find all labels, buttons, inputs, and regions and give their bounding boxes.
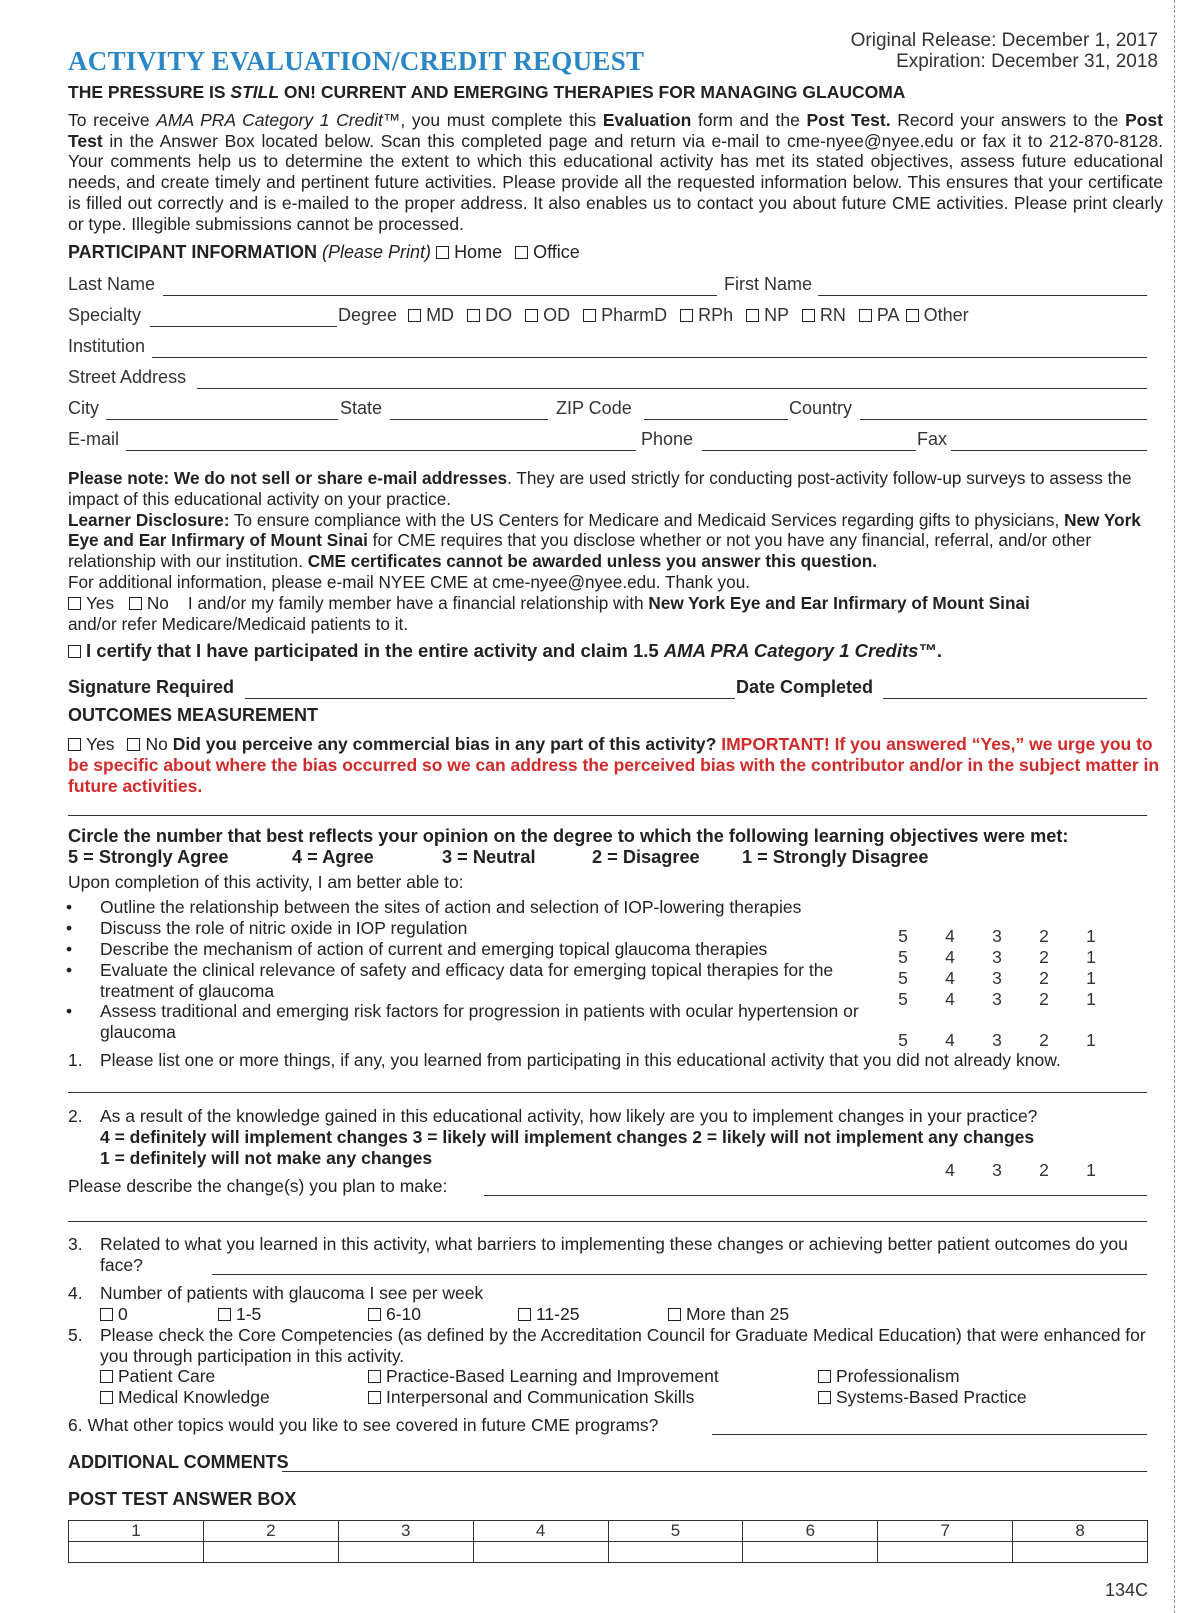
expiration: Expiration: December 31, 2018: [896, 51, 1158, 72]
answer-cell[interactable]: [1013, 1542, 1148, 1563]
original-release: Original Release: December 1, 2017: [850, 30, 1158, 51]
relationship-no-checkbox[interactable]: [129, 597, 142, 610]
answer-col-header: 2: [203, 1521, 338, 1542]
activity-subtitle: THE PRESSURE IS STILL ON! CURRENT AND EMERGING THERAPIES FOR MANAGING GLAUCOMA: [68, 82, 906, 102]
signature-field[interactable]: [245, 698, 735, 699]
participant-heading: PARTICIPANT INFORMATION (Please Print) Home Office: [68, 242, 580, 262]
degree-rn-checkbox[interactable]: [802, 309, 815, 322]
first-name-label: First Name: [724, 274, 813, 294]
answer-box-header-row: [69, 1521, 1148, 1542]
release-info: [851, 30, 1158, 72]
bias-yes-checkbox[interactable]: [68, 738, 81, 751]
degree-row: Degree MD DO OD PharmD RPh NP RN PA Other: [338, 305, 969, 325]
answer-cell[interactable]: [338, 1542, 473, 1563]
objectives-instruction: Circle the number that best reflects your opinion on the degree to which the following learning objectives were met: 5 = Strongly Agree 4 = Agree 3 = Neutral 2 = Disagree 1 = Strongly Disagree: [68, 826, 1069, 867]
specialty-label: Specialty: [68, 305, 142, 325]
institution-field[interactable]: [152, 357, 1147, 358]
outcomes-heading: OUTCOMES MEASUREMENT: [68, 705, 319, 725]
question-4: 4. Number of patients with glaucoma I see per week: [68, 1283, 484, 1303]
additional-comments-label: ADDITIONAL COMMENTS: [68, 1452, 289, 1472]
answer-col-header: 7: [878, 1521, 1013, 1542]
relationship-question: Yes No I and/or my family member have a financial relationship with New York Eye and Ear Infirmary of Mount Sinai and/or refer Medicare/Medicaid patients to it.: [68, 592, 1030, 634]
state-field[interactable]: [390, 419, 548, 420]
question-2: 2. As a result of the knowledge gained in this educational activity, how likely are you to implement changes in your practice? 4 = definitely will implement changes 3 = likely will implement changes 2 = likely will not implement any changes 1 = definitely will not make any changes: [68, 1106, 1038, 1168]
answer-cell[interactable]: [878, 1542, 1013, 1563]
city-field[interactable]: [106, 419, 338, 420]
question-3: 3. Related to what you learned in this activity, what barriers to implementing these changes or achieving better patient outcomes do you face?: [68, 1234, 1128, 1275]
degree-do-checkbox[interactable]: [467, 309, 480, 322]
cut-line: [1174, 0, 1175, 1613]
intro-paragraph: To receive AMA PRA Category 1 Credit™, you must complete this Evaluation form and the Post Test. Record your answers to the Post Test in the Answer Box located below. Scan this completed page and return via e-mail to cme-nyee@nyee.edu or fax it to 212-870-8128. Your comments help us to determine the extent to which this educational activity has met its stated objectives, assess future educational needs, and create timely and pertinent future activities. Please provide all the requested information below. This ensures that your certificate is filled out correctly and is e-mailed to the proper address. It also enables us to contact you about future CME activities. Please print clearly or type. Illegible submissions cannot be processed.: [68, 110, 1163, 234]
date-completed-field[interactable]: [883, 698, 1147, 699]
answer-col-header: 8: [1013, 1521, 1148, 1542]
answer-col-header: 3: [338, 1521, 473, 1542]
patients-1-5-option[interactable]: 1-5: [218, 1304, 261, 1325]
objective-item: • Outline the relationship between the sites of action and selection of IOP-lowering therapies: [66, 897, 802, 917]
competency-systems-based[interactable]: Systems-Based Practice: [818, 1387, 1027, 1408]
certify-statement: I certify that I have participated in the entire activity and claim 1.5 AMA PRA Category 1 Credits™.: [68, 640, 942, 662]
home-checkbox[interactable]: [436, 246, 449, 259]
email-label: E-mail: [68, 429, 120, 449]
answer-cell[interactable]: [743, 1542, 878, 1563]
patients-11-25-option[interactable]: 11-25: [518, 1304, 579, 1325]
competency-interpersonal-communication[interactable]: Interpersonal and Communication Skills: [368, 1387, 694, 1408]
relationship-yes-checkbox[interactable]: [68, 597, 81, 610]
signature-label: Signature Required: [68, 677, 235, 697]
rating-scale: 5 = Strongly Agree 4 = Agree 3 = Neutral 2 = Disagree 1 = Strongly Disagree: [68, 847, 929, 867]
answer-col-header: 6: [743, 1521, 878, 1542]
competency-practice-based-learning[interactable]: Practice-Based Learning and Improvement: [368, 1366, 719, 1387]
question-6: 6. What other topics would you like to see covered in future CME programs?: [68, 1415, 659, 1435]
answer-col-header: 5: [608, 1521, 743, 1542]
street-label: Street Address: [68, 367, 187, 387]
street-field[interactable]: [197, 388, 1147, 389]
zip-label: ZIP Code: [556, 398, 632, 418]
answer-cell[interactable]: [203, 1542, 338, 1563]
bias-no-checkbox[interactable]: [127, 738, 140, 751]
question-1-answer-line[interactable]: [68, 1092, 1147, 1093]
bias-question: Yes No Did you perceive any commercial bias in any part of this activity? IMPORTANT! If you answered “Yes,” we urge you to be specific about where the bias occurred so we can address the perceived bias with the contributor and/or in the subject matter in future activities.: [68, 734, 1160, 796]
office-checkbox[interactable]: [515, 246, 528, 259]
patients-more-than-25-option[interactable]: More than 25: [668, 1304, 789, 1325]
question-5: 5. Please check the Core Competencies (as defined by the Accreditation Council for Graduate Medical Education) that were enhanced for you through participation in this activity.: [68, 1325, 1146, 1366]
answer-cell[interactable]: [608, 1542, 743, 1563]
question-1: 1. Please list one or more things, if any, you learned from participating in this educational activity that you did not already know.: [68, 1050, 1061, 1070]
describe-change-field[interactable]: [484, 1195, 1147, 1196]
degree-od-checkbox[interactable]: [525, 309, 538, 322]
phone-label: Phone: [641, 429, 694, 449]
degree-other-checkbox[interactable]: [906, 309, 919, 322]
post-test-answer-box: [68, 1520, 1148, 1563]
competency-patient-care[interactable]: Patient Care: [100, 1366, 215, 1387]
privacy-note: Please note: We do not sell or share e-mail addresses. They are used strictly for conducting post-activity follow-up surveys to assess the impact of this educational activity on your practice.: [68, 468, 1132, 509]
degree-md-checkbox[interactable]: [408, 309, 421, 322]
answer-cell[interactable]: [473, 1542, 608, 1563]
date-completed-label: Date Completed: [736, 677, 874, 697]
last-name-field[interactable]: [163, 295, 717, 296]
answer-col-header: 1: [69, 1521, 204, 1542]
additional-info: For additional information, please e-mail NYEE CME at cme-nyee@nyee.edu. Thank you.: [68, 571, 751, 592]
patients-6-10-option[interactable]: 6-10: [368, 1304, 421, 1325]
competency-professionalism[interactable]: Professionalism: [818, 1366, 960, 1387]
learner-disclosure: Learner Disclosure: To ensure compliance with the US Centers for Medicare and Medicaid Services regarding gifts to physicians, New York Eye and Ear Infirmary of Mount Sinai for CME requires that you disclose whether or not you have any financial, referral, and/or other relationship with our institution. CME certificates cannot be awarded unless you answer this question.: [68, 509, 1141, 572]
answer-box-input-row: [69, 1542, 1148, 1563]
degree-pa-checkbox[interactable]: [859, 309, 872, 322]
page-title: ACTIVITY EVALUATION/CREDIT REQUEST: [68, 46, 645, 76]
upon-completion: Upon completion of this activity, I am better able to:: [68, 872, 464, 892]
competency-medical-knowledge[interactable]: Medical Knowledge: [100, 1387, 270, 1408]
country-field[interactable]: [860, 419, 1147, 420]
last-name-label: Last Name: [68, 274, 156, 294]
disclosure-section: [68, 468, 1168, 634]
state-label: State: [340, 398, 383, 418]
describe-change-line-2[interactable]: [68, 1221, 1147, 1222]
post-test-label: POST TEST ANSWER BOX: [68, 1489, 297, 1509]
certify-checkbox[interactable]: [68, 645, 81, 658]
answer-col-header: 4: [473, 1521, 608, 1542]
question-3-answer-line[interactable]: [212, 1274, 1147, 1275]
additional-comments-field[interactable]: [282, 1471, 1147, 1472]
zip-field[interactable]: [644, 419, 788, 420]
form-code: 134C: [1104, 1580, 1148, 1600]
first-name-field[interactable]: [818, 295, 1147, 296]
degree-rph-checkbox[interactable]: [680, 309, 693, 322]
describe-change-label: Please describe the change(s) you plan to make:: [68, 1176, 448, 1196]
objective-item: • Assess traditional and emerging risk factors for progression in patients with ocular hypertension or glaucoma: [66, 1001, 859, 1042]
fax-field[interactable]: [951, 450, 1147, 451]
question-6-answer-line[interactable]: [712, 1434, 1147, 1435]
degree-pharmd-checkbox[interactable]: [583, 309, 596, 322]
country-label: Country: [789, 398, 853, 418]
patients-0-option[interactable]: 0: [100, 1304, 128, 1325]
specialty-field[interactable]: [150, 326, 337, 327]
answer-cell[interactable]: [69, 1542, 204, 1563]
city-label: City: [68, 398, 99, 418]
email-field[interactable]: [126, 450, 636, 451]
objective-item: • Describe the mechanism of action of current and emerging topical glaucoma therapies: [66, 939, 768, 959]
bias-answer-line[interactable]: [68, 815, 1147, 816]
degree-np-checkbox[interactable]: [746, 309, 759, 322]
objective-item: • Evaluate the clinical relevance of safety and efficacy data for emerging topical therapies for the treatment of glaucoma: [66, 960, 834, 1001]
institution-label: Institution: [68, 336, 146, 356]
phone-field[interactable]: [702, 450, 916, 451]
fax-label: Fax: [917, 429, 948, 449]
objective-item: • Discuss the role of nitric oxide in IOP regulation: [66, 918, 468, 938]
